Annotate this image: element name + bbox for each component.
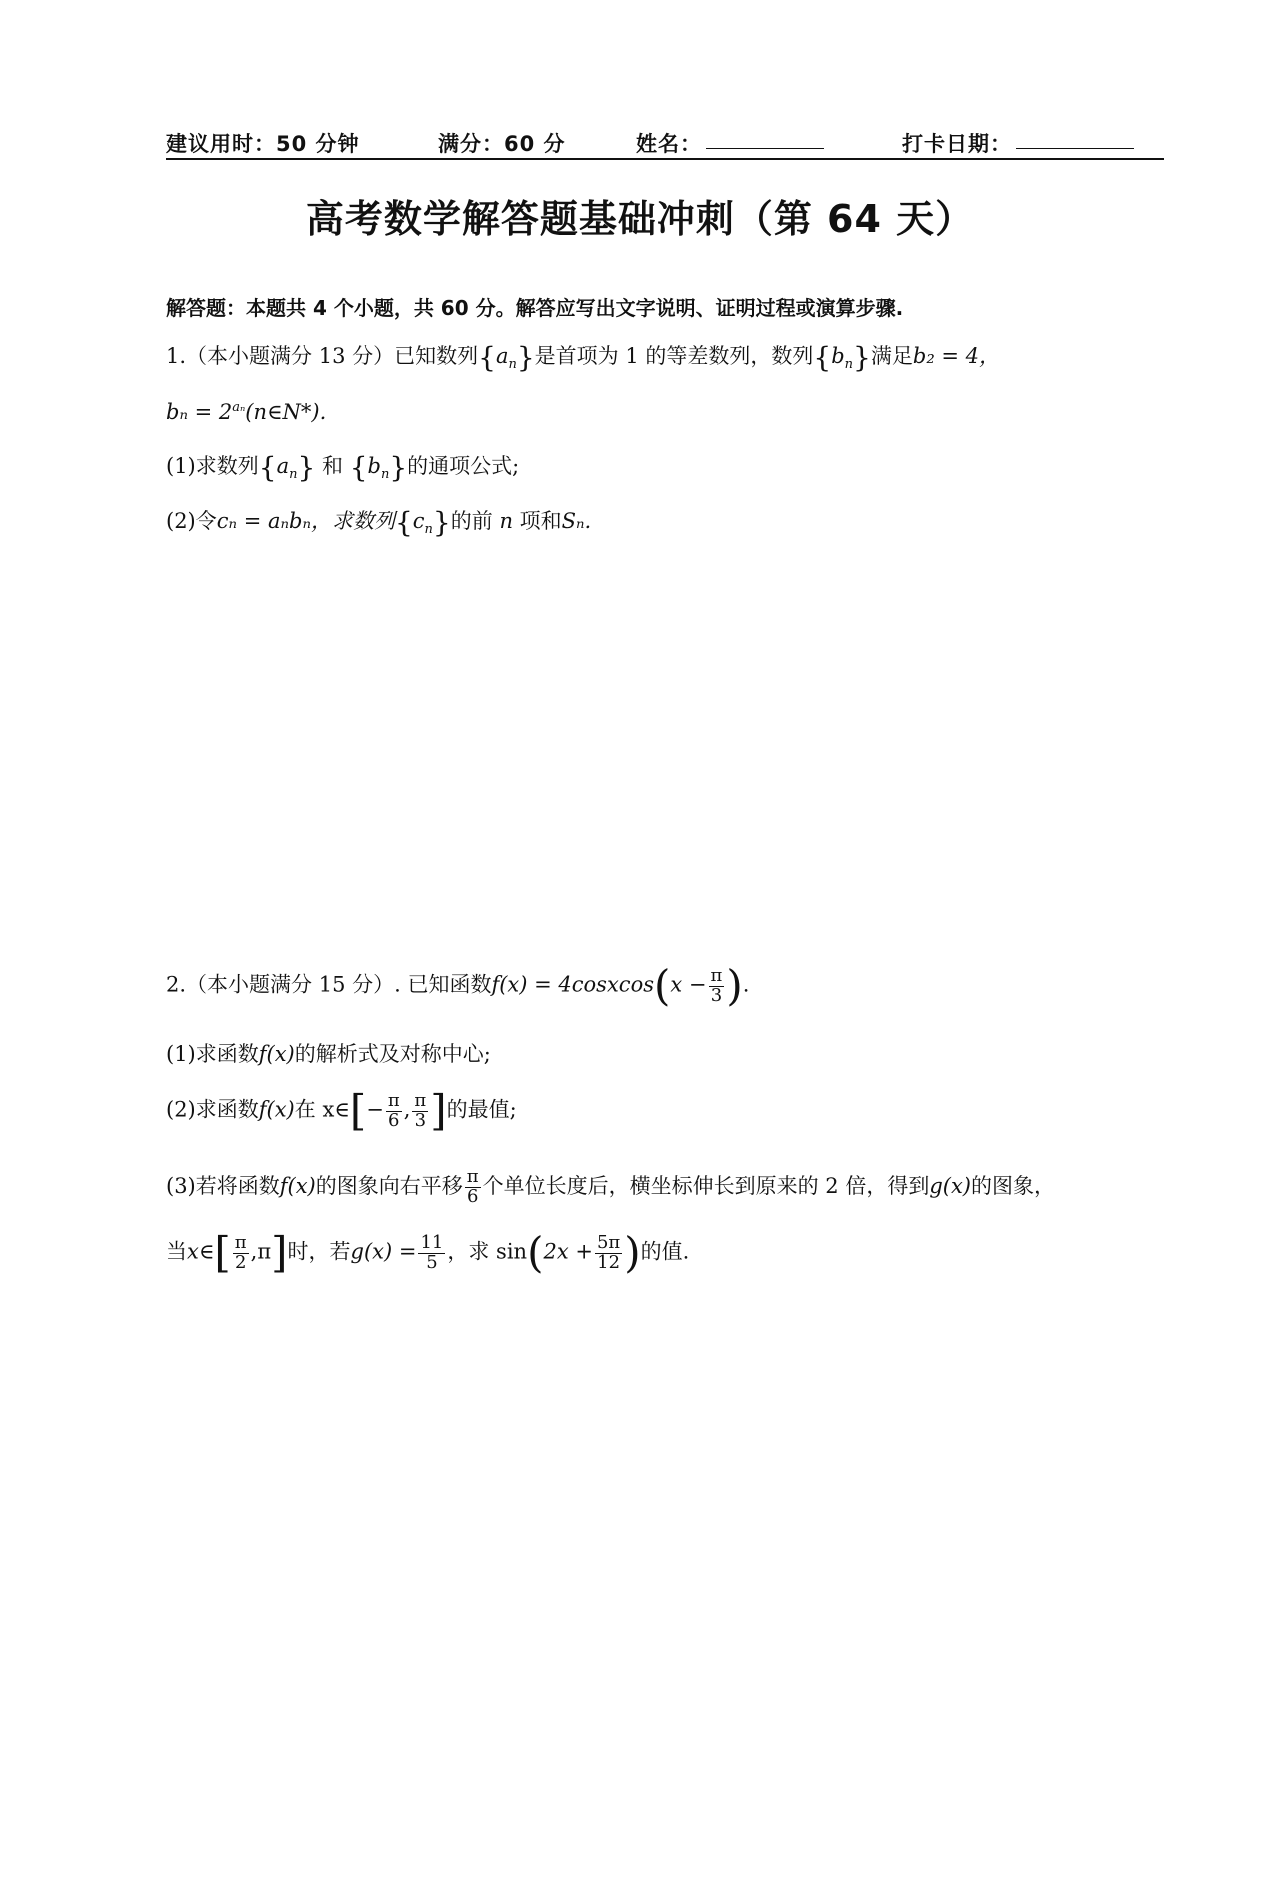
q1-mid2: 满足 <box>870 344 913 368</box>
q2-part2-lead: (2)求函数 <box>166 1097 259 1122</box>
q2-part2-in: 在 x∈ <box>294 1097 350 1122</box>
q2-part2: (2)求函数f(x)在 x∈[− $\frac{\pi}{6}$ , $\frac{\pi}{3}$ ]的最值; <box>166 1086 517 1135</box>
q1-lead: 1.（本小题满分 13 分）已知数列 <box>166 344 479 368</box>
q1-part2-sn: Sₙ. <box>561 509 592 533</box>
q2-part3-f: f(x) <box>279 1173 316 1198</box>
q2-dot: . <box>742 972 750 997</box>
q2-part3b-upper: π <box>257 1239 272 1264</box>
q1-part1-tail: 的通项公式; <box>407 454 520 478</box>
q1-part1-and: 和 <box>322 454 343 478</box>
header-divider <box>166 158 1164 160</box>
date-field[interactable] <box>902 128 1012 158</box>
q2-part3-end: 的图象， <box>971 1173 1055 1198</box>
q2-statement: 2.（本小题满分 15 分）. 已知函数f(x) = 4cosxcos(x − $\frac{\pi}{3}$ ). <box>166 961 750 1010</box>
section-intro: 解答题：本题共 4 个小题，共 60 分。解答应写出文字说明、证明过程或演算步骤. <box>166 296 904 320</box>
q1-part2-lead: (2)令 <box>166 509 217 533</box>
q2-part3b-lower: $\frac{\pi}{2}$ <box>234 1231 247 1273</box>
date-label: 打卡日期： <box>902 132 1012 156</box>
q2-pi-over-3: $\frac{\pi}{3}$ <box>710 964 723 1006</box>
q2-part3b-frac: $\frac{5\pi}{12}$ <box>596 1231 621 1273</box>
q1-part2: (2)令cₙ = aₙbₙ，求数列$\{c_n\}$的前 n 项和Sₙ. <box>166 506 592 539</box>
q1-mid1: 是首项为 1 的等差数列，数列 <box>534 344 814 368</box>
q2-part3b-g: g(x) = <box>350 1239 417 1264</box>
q1-statement: 1.（本小题满分 13 分）已知数列$\{a_n\}$是首项为 1 的等差数列，数列$\{b_n\}$满足b₂ = 4， <box>166 341 1001 374</box>
name-field[interactable] <box>636 128 702 158</box>
q2-part3 <box>166 1168 1055 1207</box>
q2-part3b-mid: 时，若 <box>287 1239 351 1264</box>
q2-part2-tail: 的最值; <box>446 1097 517 1122</box>
q1-part2-n: n <box>499 509 513 533</box>
q2-part1 <box>166 1038 491 1068</box>
q2-part3-mid: 的图象向右平移 <box>315 1173 463 1198</box>
q2-part1-lead: (1)求函数 <box>166 1042 259 1066</box>
q2-part1-f: f(x) <box>258 1042 295 1066</box>
q2-part3-g: g(x) <box>929 1173 971 1198</box>
q2-part3-lead: (3)若将函数 <box>166 1173 280 1198</box>
q2-inner: x − <box>670 972 707 997</box>
q2-part3b-x: x∈ <box>187 1239 215 1264</box>
q1-formula-tail: (n∈N*). <box>245 400 327 424</box>
q1-part1: (1)求数列$\{a_n\}$ 和 $\{b_n\}$的通项公式; <box>166 451 520 484</box>
q1-formula <box>166 400 326 424</box>
q1-part1-lead: (1)求数列 <box>166 454 259 478</box>
q1-formula-exp: aₙ <box>232 400 246 415</box>
q2-part2-upper: $\frac{\pi}{3}$ <box>414 1089 427 1131</box>
q1-cond: b₂ = 4， <box>912 344 1001 368</box>
q2-part3b-value: $\frac{11}{5}$ <box>420 1231 444 1273</box>
q2-part1-tail: 的解析式及对称中心; <box>294 1042 491 1066</box>
q1-part2-end: 项和 <box>519 509 562 533</box>
q2-part3-shift: $\frac{\pi}{6}$ <box>466 1166 479 1207</box>
name-label: 姓名： <box>636 132 702 156</box>
page-title: 高考数学解答题基础冲刺（第 64 天） <box>305 197 975 241</box>
q2-part3b-inner: 2x + <box>543 1239 593 1264</box>
q2-part2-f: f(x) <box>258 1097 295 1122</box>
full-score: 满分：60 分 <box>438 132 566 156</box>
q1-part2-cn: cₙ = aₙbₙ，求数列 <box>216 509 395 533</box>
q2-func: f(x) = 4cosxcos <box>491 972 654 997</box>
date-blank[interactable] <box>1016 130 1134 149</box>
q2-part3-tail: 个单位长度后，横坐标伸长到原来的 2 倍，得到 <box>482 1173 930 1198</box>
q1-part2-tail: 的前 <box>450 509 493 533</box>
q2-part3-cont: 当x∈[ $\frac{\pi}{2}$ ,π]时，若g(x) = $\frac{11}{5}$ ，求 sin(2x + $\frac{5\pi}{12}$ )的值. <box>166 1228 690 1277</box>
q2-part2-lower: $\frac{\pi}{6}$ <box>387 1089 400 1131</box>
q2-part3b-end: 的值. <box>640 1239 690 1264</box>
q2-lead: 2.（本小题满分 15 分）. 已知函数 <box>166 972 492 997</box>
header-bar <box>166 126 1162 158</box>
q1-formula-base: bₙ = 2 <box>166 400 233 424</box>
name-blank[interactable] <box>706 130 824 149</box>
q2-part3b-lead: 当 <box>166 1239 187 1264</box>
q2-part3b-ask: ，求 sin <box>447 1239 528 1264</box>
suggested-time: 建议用时：50 分钟 <box>166 132 360 156</box>
